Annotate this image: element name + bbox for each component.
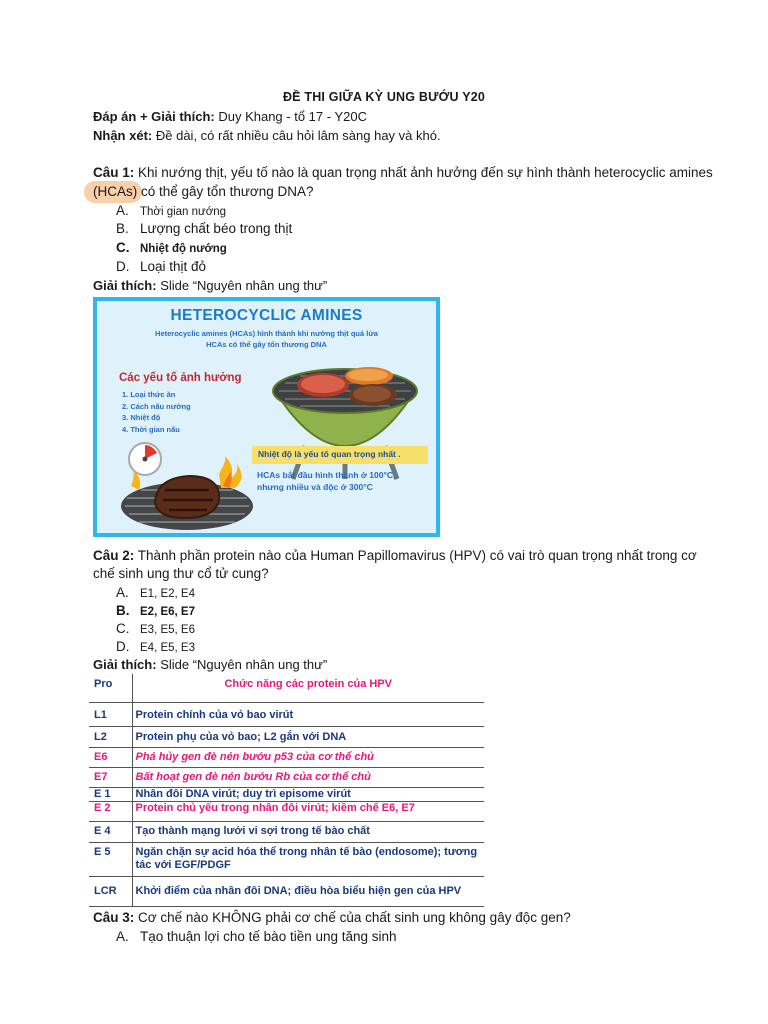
- q1-option-letter: A.: [116, 203, 129, 218]
- q2-option-c: [116, 621, 195, 636]
- q3-text: Cơ chế nào KHÔNG phải cơ chế của chất sinh ung không gây độc gen?: [138, 910, 571, 925]
- comment-label: Nhận xét:: [93, 128, 153, 143]
- q2-text-line2: [93, 566, 269, 581]
- slide-sub-line2: HCAs có thể gây tổn thương DNA: [206, 340, 327, 349]
- q2-option-text: E4, E5, E3: [140, 642, 195, 654]
- comment-line: [93, 128, 441, 143]
- table-cell-pro: E 1: [89, 787, 132, 801]
- q1-explain-label: Giải thích:: [93, 278, 157, 293]
- q2-explain-line: [93, 657, 327, 672]
- table-row: [89, 747, 484, 767]
- q3-option-text: Tạo thuận lợi cho tế bào tiền ung tăng sinh: [140, 929, 397, 944]
- table-cell-desc: Protein chính của vỏ bao virút: [132, 702, 484, 726]
- answer-label: Đáp án + Giải thích:: [93, 109, 215, 124]
- table-cell-desc: Protein phụ của vỏ bao; L2 gắn với DNA: [132, 726, 484, 747]
- table-row: [89, 842, 484, 876]
- comment-value: Đề dài, có rất nhiều câu hỏi lâm sàng hay và khó.: [155, 128, 441, 143]
- table-cell-pro: E7: [89, 767, 132, 787]
- table-cell-desc: Ngăn chặn sự acid hóa thể trong nhân tế bào (endosome); tương tác với EGF/PDGF: [132, 842, 484, 876]
- slide-note: Nhiệt độ là yếu tố quan trọng nhất .: [252, 446, 428, 464]
- slide-factor-item: 3. Nhiệt độ: [122, 413, 161, 422]
- q1-option-letter: B.: [116, 221, 129, 236]
- table-cell-desc: Phá hủy gen đè nén bướu p53 của cơ thể chủ: [132, 747, 484, 767]
- table-header-desc: Chức năng các protein của HPV: [132, 674, 484, 702]
- q2-option-letter: B.: [116, 603, 130, 618]
- q1-option-text: Lượng chất béo trong thịt: [140, 221, 293, 236]
- table-cell-desc: Tạo thành mạng lưới vi sợi trong tế bào chất: [132, 821, 484, 842]
- q1-highlight-text: (HCAs): [93, 184, 138, 199]
- hpv-protein-table: [89, 674, 484, 907]
- slide-subtitle: [97, 328, 436, 350]
- q1-text1: Khi nướng thịt, yếu tố nào là quan trọng nhất ảnh hưởng đến sự hình thành heterocyclic amines: [138, 165, 713, 180]
- q2-label: Câu 2:: [93, 548, 135, 563]
- q3-text-line: [93, 910, 571, 925]
- slide-factor-item: 4. Thời gian nấu: [122, 424, 180, 434]
- table-cell-desc: Nhân đôi DNA virút; duy trì episome virút: [132, 787, 484, 801]
- q1-explain-value: Slide “Nguyên nhân ung thư”: [160, 278, 328, 293]
- table-row: [89, 726, 484, 747]
- q2-option-b: [116, 603, 195, 618]
- q3-option-a: [116, 929, 397, 944]
- table-row: [89, 801, 484, 821]
- slide-title: HETEROCYCLIC AMINES: [170, 307, 363, 324]
- q1-option-letter: C.: [116, 240, 130, 255]
- q2-option-letter: C.: [116, 621, 130, 636]
- slide-sub-line1: Heterocyclic amines (HCAs) hình thành khi nướng thịt quá lửa: [155, 329, 378, 338]
- q1-option-letter: D.: [116, 259, 130, 274]
- table-row: [89, 821, 484, 842]
- q2-option-letter: D.: [116, 639, 130, 654]
- q1-text-line2: [93, 184, 314, 199]
- table-cell-desc: Khởi điểm của nhân đôi DNA; điều hòa biểu hiện gen của HPV: [132, 876, 484, 906]
- slide-factor-item: 1. Loại thức ăn: [122, 390, 176, 399]
- table-cell-pro: L2: [89, 726, 132, 747]
- table-row: [89, 767, 484, 787]
- steak-illustration: [117, 456, 257, 533]
- table-cell-pro: E 4: [89, 821, 132, 842]
- q1-explain-line: [93, 278, 327, 293]
- q1-option-text: Nhiệt độ nướng: [140, 243, 227, 255]
- slide-factor-item: 2. Cách nấu nướng: [122, 401, 191, 411]
- q2-explain-value: Slide “Nguyên nhân ung thư”: [160, 657, 328, 672]
- q1-option-text: Thời gian nướng: [140, 206, 227, 218]
- q1-text-line1: [93, 165, 713, 180]
- q2-option-a: [116, 585, 195, 600]
- document-title: ĐỀ THI GIỮA KỲ UNG BƯỚU Y20: [282, 90, 486, 104]
- q2-explain-label: Giải thích:: [93, 657, 157, 672]
- q2-option-text: E1, E2, E4: [140, 588, 195, 600]
- q1-option-b: [116, 221, 292, 236]
- table-cell-desc: Protein chủ yếu trong nhân đôi virút; kiềm chế E6, E7: [132, 801, 484, 821]
- q2-option-d: [116, 639, 195, 654]
- hca-slide: [93, 297, 440, 537]
- table-cell-pro: E 2: [89, 801, 132, 821]
- q1-text2: có thể gây tổn thương DNA?: [141, 184, 314, 199]
- slide-note2-line1: HCAs bắt đầu hình thành ở 100°C,: [257, 470, 396, 480]
- q1-option-c: [116, 240, 227, 255]
- q2-option-text: E3, E5, E6: [140, 624, 195, 636]
- table-cell-pro: E6: [89, 747, 132, 767]
- table-header-row: [89, 674, 484, 702]
- q2-text-line1: [93, 548, 697, 563]
- table-cell-pro: LCR: [89, 876, 132, 906]
- answer-line: [93, 109, 367, 124]
- q3-option-letter: A.: [116, 929, 129, 944]
- table-header-pro: Pro: [89, 674, 132, 702]
- q3-label: Câu 3:: [93, 910, 135, 925]
- q1-option-a: [116, 203, 226, 218]
- slide-content: [97, 301, 436, 533]
- table-row: [89, 787, 484, 801]
- answer-value: Duy Khang - tổ 17 - Y20C: [218, 109, 367, 124]
- q2-option-letter: A.: [116, 585, 129, 600]
- q1-option-text: Loại thịt đỏ: [140, 259, 207, 274]
- q2-text2: chế sinh ung thư cổ tử cung?: [93, 566, 269, 581]
- table-row: [89, 702, 484, 726]
- table-cell-pro: E 5: [89, 842, 132, 876]
- slide-note2-line2: nhưng nhiều và độc ở 300°C: [257, 482, 373, 492]
- q1-label: Câu 1:: [93, 165, 135, 180]
- slide-note2: [257, 469, 395, 493]
- slide-factors-heading: Các yếu tố ảnh hưởng: [119, 372, 242, 384]
- table-cell-pro: L1: [89, 702, 132, 726]
- q2-text1: Thành phần protein nào của Human Papillomavirus (HPV) có vai trò quan trọng nhất trong cơ: [137, 548, 697, 563]
- table-cell-desc: Bất hoạt gen đè nén bướu Rb của cơ thể chủ: [132, 767, 484, 787]
- slide-factors-list: [122, 389, 191, 435]
- q1-option-d: [116, 259, 206, 274]
- table-row: [89, 876, 484, 906]
- q2-option-text: E2, E6, E7: [140, 606, 195, 618]
